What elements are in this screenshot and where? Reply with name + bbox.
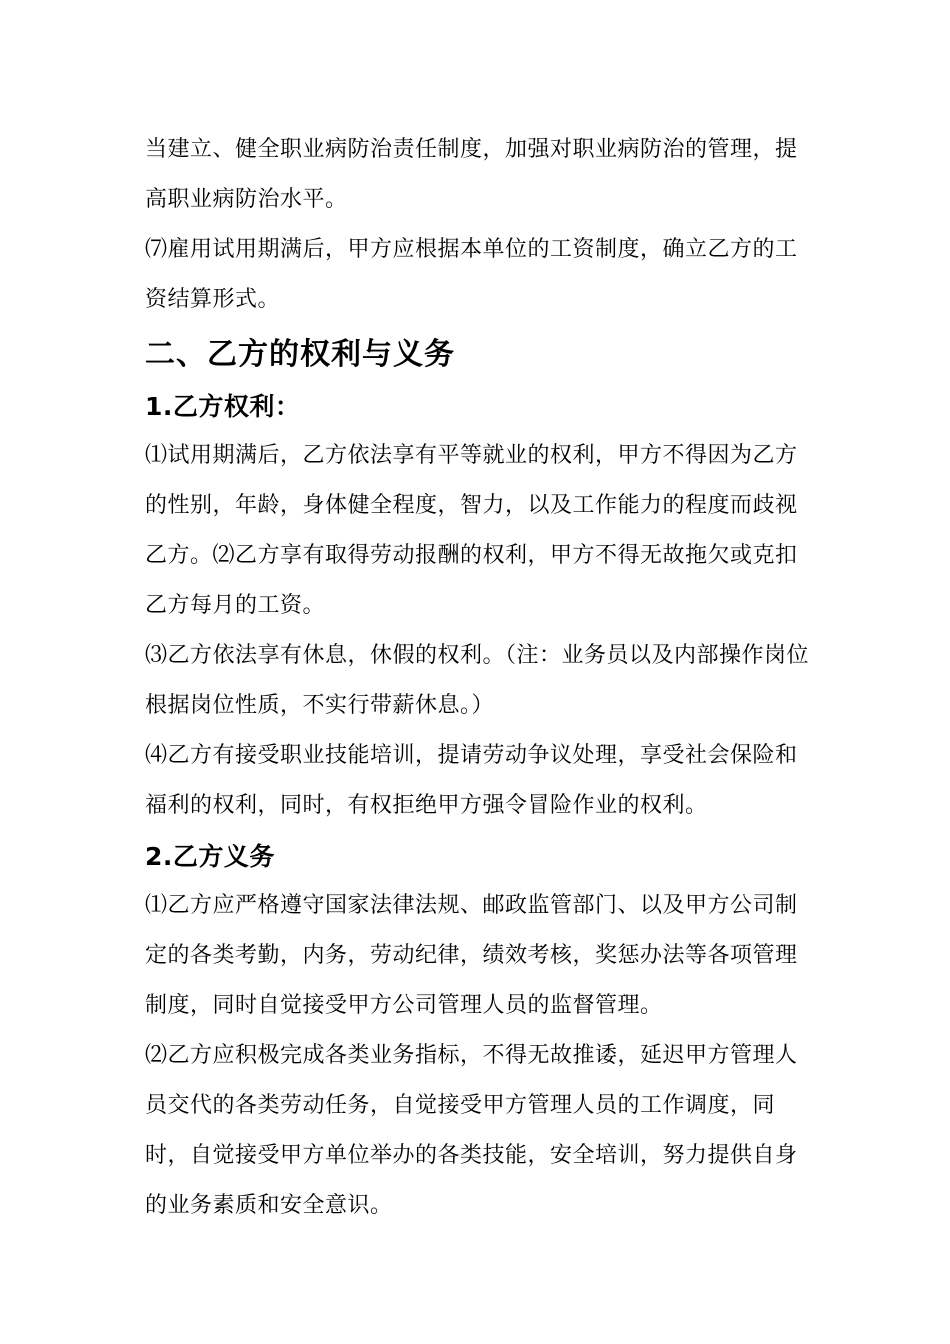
paragraph-salary-settlement: ⑺雇用试用期满后，甲方应根据本单位的工资制度，确立乙方的工资结算形式。: [145, 237, 798, 312]
rights-item-4: ⑷乙方有接受职业技能培训，提请劳动争议处理，享受社会保险和福利的权利，同时，有权拒绝甲方强令冒险作业的权利。: [145, 743, 798, 818]
section-title: 二、乙方的权利与义务: [145, 337, 455, 372]
duties-item-2: ⑵乙方应积极完成各类业务指标，不得无故推诿，延迟甲方管理人员交代的各类劳动任务，自觉接受甲方管理人员的工作调度，同时，自觉接受甲方单位举办的各类技能，安全培训，努力提供自身的业务素质和安全意识。: [145, 1043, 798, 1218]
rights-heading: 1.乙方权利：: [145, 392, 301, 421]
duties-heading: 2.乙方义务: [145, 842, 275, 871]
duties-item-1: ⑴乙方应严格遵守国家法律法规、邮政监管部门、以及甲方公司制定的各类考勤，内务，劳动纪律，绩效考核，奖惩办法等各项管理制度，同时自觉接受甲方公司管理人员的监督管理。: [145, 893, 798, 1018]
rights-item-1: ⑴试用期满后，乙方依法享有平等就业的权利，甲方不得因为乙方的性别，年龄，身体健全程度，智力，以及工作能力的程度而歧视乙方。⑵乙方享有取得劳动报酬的权利，甲方不得无故拖欠或克扣乙方每月的工资。: [145, 443, 798, 618]
paragraph-occupational-disease: 当建立、健全职业病防治责任制度，加强对职业病防治的管理，提高职业病防治水平。: [145, 137, 798, 212]
rights-item-3: ⑶乙方依法享有休息，休假的权利。（注：业务员以及内部操作岗位根据岗位性质，不实行带薪休息。）: [145, 643, 810, 718]
document-page: [145, 125, 815, 1231]
